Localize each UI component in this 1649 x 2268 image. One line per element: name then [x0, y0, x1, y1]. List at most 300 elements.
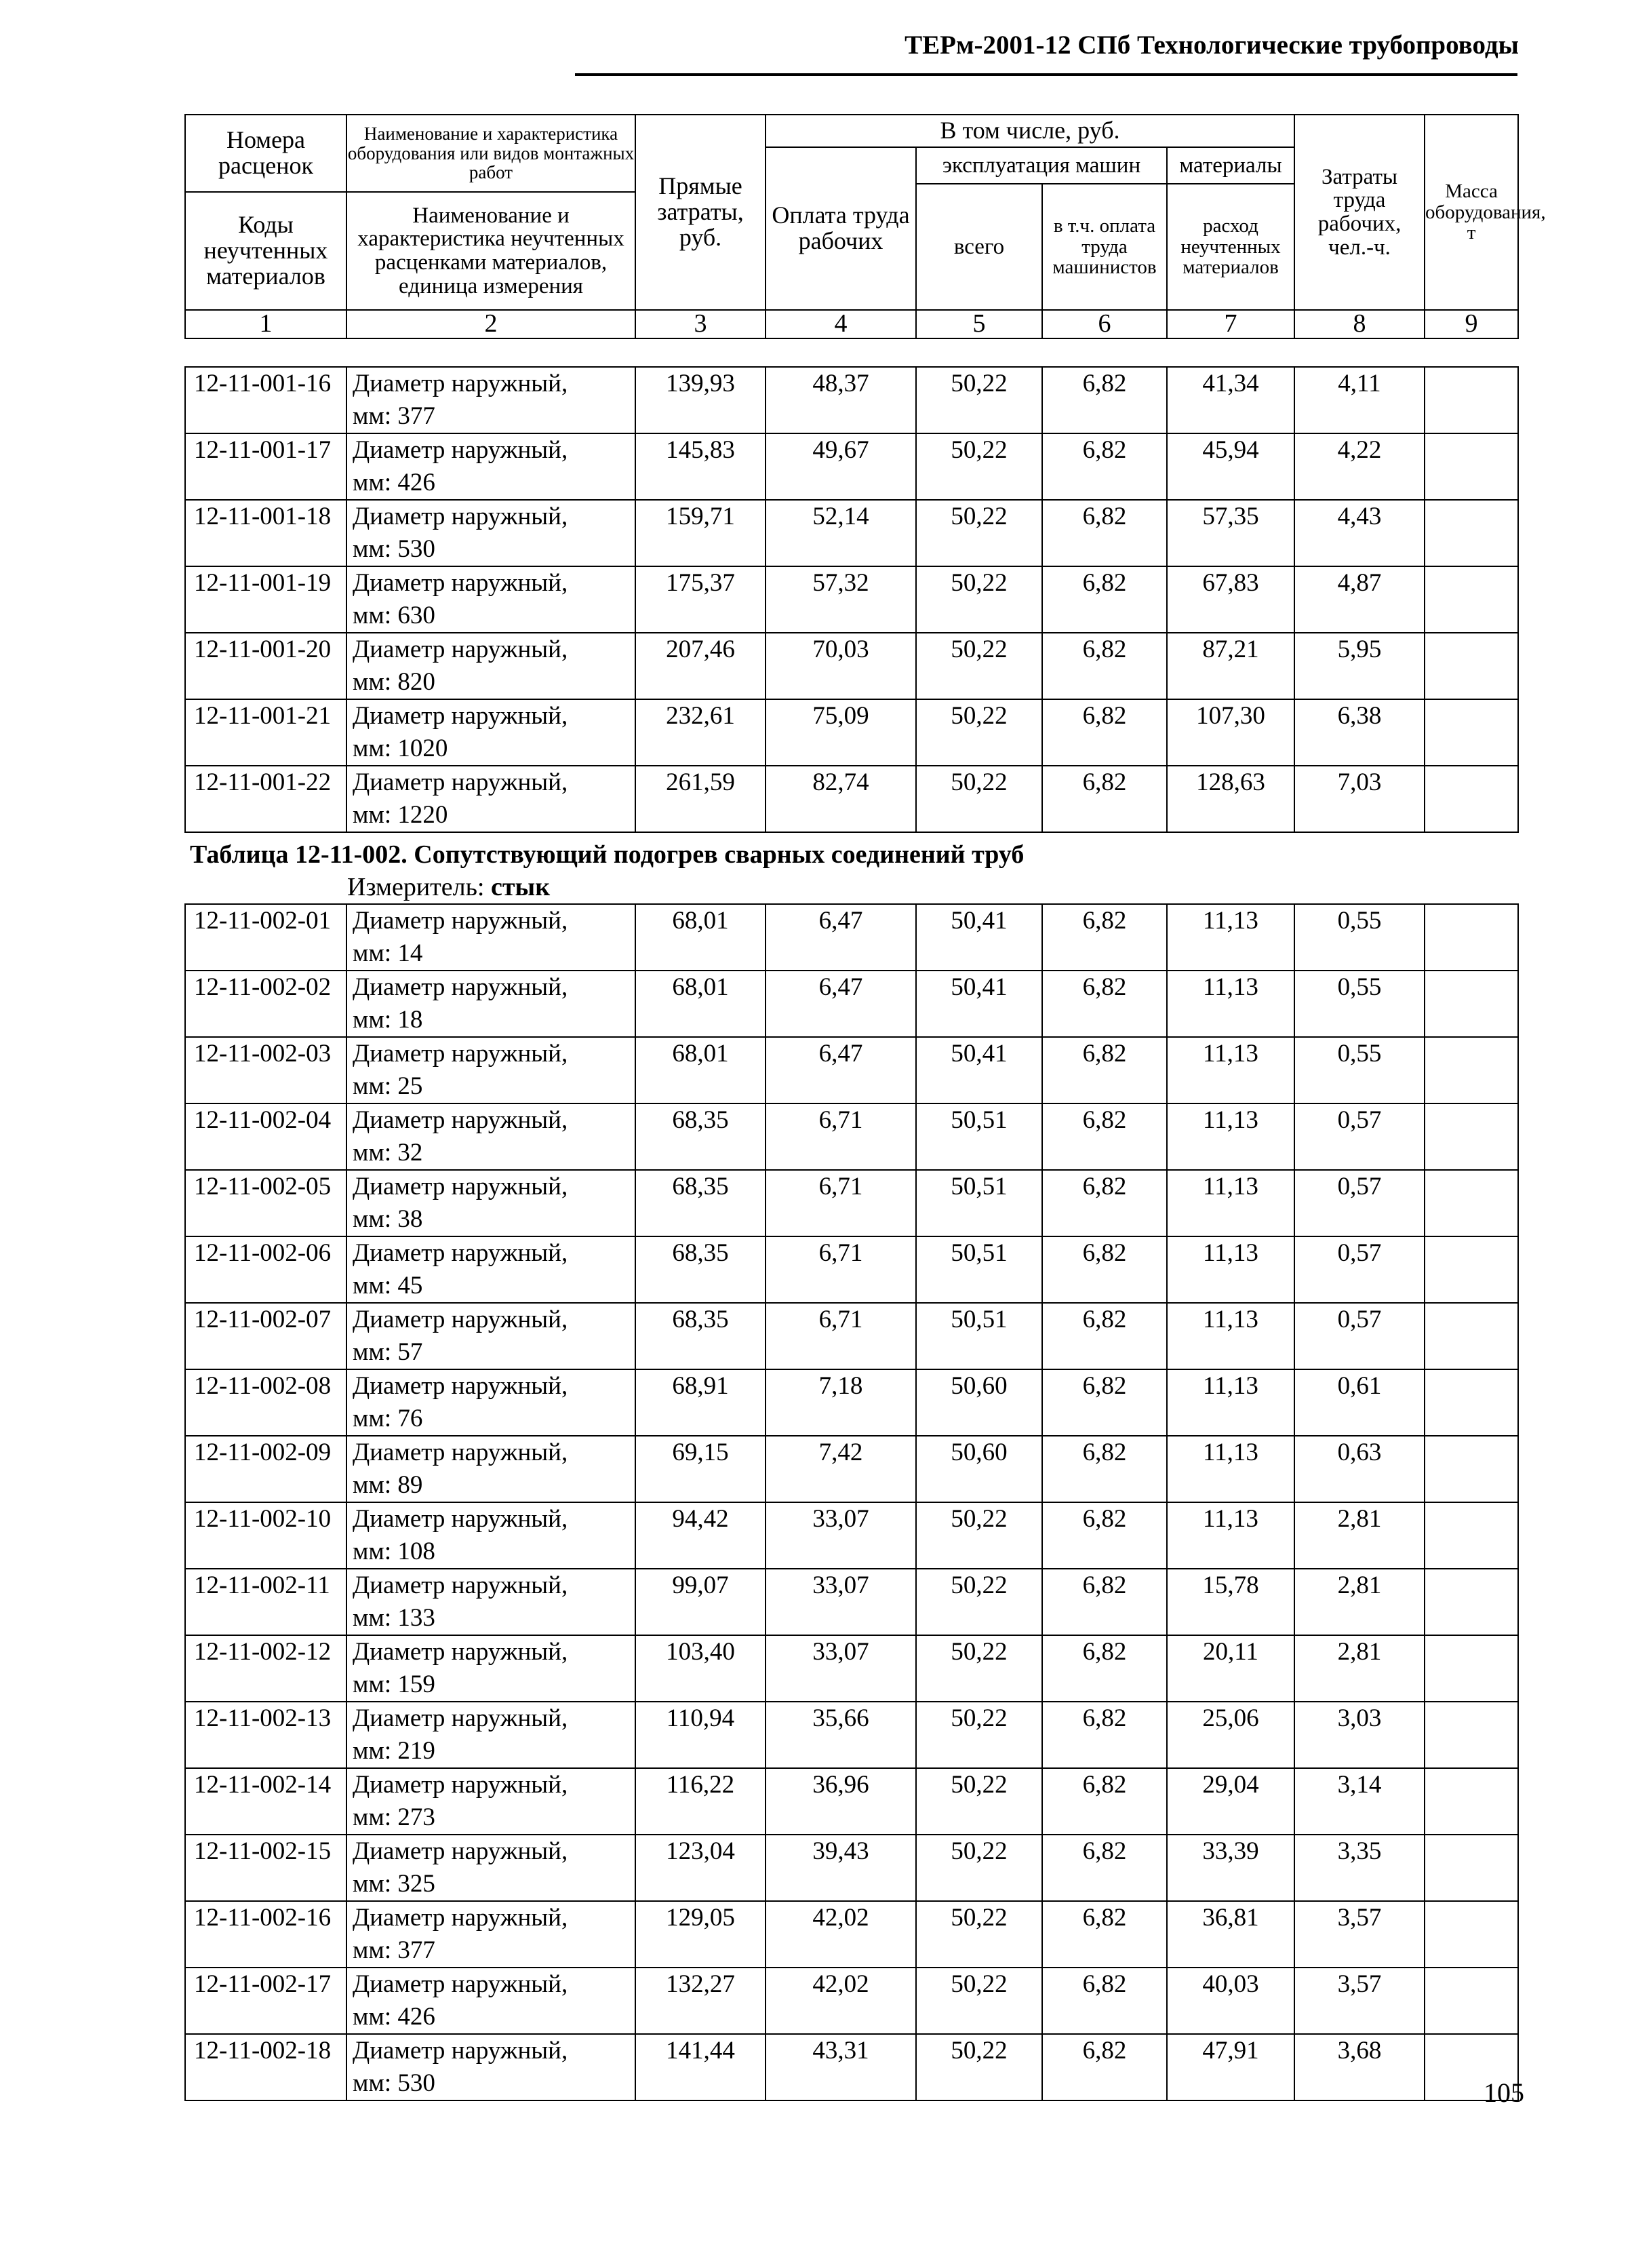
table-row [185, 633, 1518, 699]
rate-code-cell: 12-11-002-07 [185, 1303, 346, 1369]
rate-code-cell: 12-11-002-04 [185, 1103, 346, 1170]
operator-wages-cell: 6,82 [1042, 1236, 1167, 1303]
equipment-mass-cell [1425, 766, 1518, 832]
table-row [185, 433, 1518, 500]
equipment-mass-cell [1425, 1502, 1518, 1569]
operator-wages-cell: 6,82 [1042, 1436, 1167, 1502]
operator-wages-cell: 6,82 [1042, 1037, 1167, 1103]
work-name-line: Диаметр наружный, [353, 1439, 568, 1466]
operator-wages-cell: 6,82 [1042, 1768, 1167, 1835]
equipment-mass-cell [1425, 367, 1518, 433]
rate-code-cell: 12-11-002-12 [185, 1635, 346, 1702]
unaccounted-materials-cell: 41,34 [1167, 367, 1294, 433]
table-row [185, 566, 1518, 633]
worker-wages-cell: 52,14 [766, 500, 916, 566]
work-name-cell [346, 699, 635, 766]
operator-wages-cell: 6,82 [1042, 633, 1167, 699]
diameter-value: мм: 530 [353, 535, 435, 563]
unaccounted-materials-cell: 11,13 [1167, 1103, 1294, 1170]
machines-total-cell: 50,41 [916, 971, 1042, 1037]
equipment-mass-cell [1425, 1835, 1518, 1901]
rate-code-cell: 12-11-002-13 [185, 1702, 346, 1768]
operator-wages-cell: 6,82 [1042, 2034, 1167, 2100]
work-name-line: Диаметр наружный, [353, 1837, 568, 1865]
table-row [185, 1835, 1518, 1901]
labor-costs-cell: 3,57 [1294, 1968, 1425, 2034]
equipment-mass-cell [1425, 904, 1518, 971]
direct-costs-cell: 139,93 [635, 367, 766, 433]
labor-costs-cell: 6,38 [1294, 699, 1425, 766]
machines-total-cell: 50,41 [916, 1037, 1042, 1103]
header-col-number: 5 [916, 310, 1042, 338]
labor-costs-cell: 3,57 [1294, 1901, 1425, 1968]
diameter-value: мм: 1220 [353, 801, 448, 829]
rate-code-cell: 12-11-002-08 [185, 1369, 346, 1436]
labor-costs-cell: 0,57 [1294, 1236, 1425, 1303]
rate-code-cell: 12-11-001-16 [185, 367, 346, 433]
worker-wages-cell: 42,02 [766, 1901, 916, 1968]
operator-wages-cell: 6,82 [1042, 1502, 1167, 1569]
machines-total-cell: 50,22 [916, 1502, 1042, 1569]
direct-costs-cell: 232,61 [635, 699, 766, 766]
table-row [185, 1702, 1518, 1768]
labor-costs-cell: 4,11 [1294, 367, 1425, 433]
machines-total-cell: 50,22 [916, 1768, 1042, 1835]
work-name-line: Диаметр наружный, [353, 1704, 568, 1732]
header-operator-wages: в т.ч. оплата труда машинистов [1042, 184, 1167, 310]
worker-wages-cell: 35,66 [766, 1702, 916, 1768]
diameter-value: мм: 14 [353, 939, 423, 967]
diameter-value: мм: 426 [353, 469, 435, 496]
direct-costs-cell: 110,94 [635, 1702, 766, 1768]
work-name-cell [346, 367, 635, 433]
direct-costs-cell: 99,07 [635, 1569, 766, 1635]
equipment-mass-cell [1425, 1236, 1518, 1303]
unaccounted-materials-cell: 11,13 [1167, 971, 1294, 1037]
direct-costs-cell: 261,59 [635, 766, 766, 832]
work-name-cell [346, 633, 635, 699]
direct-costs-cell: 159,71 [635, 500, 766, 566]
labor-costs-cell: 0,57 [1294, 1103, 1425, 1170]
diameter-value: мм: 273 [353, 1803, 435, 1831]
worker-wages-cell: 39,43 [766, 1835, 916, 1901]
header-worker-wages: Оплата труда рабочих [766, 147, 916, 310]
worker-wages-cell: 6,71 [766, 1103, 916, 1170]
rate-code-cell: 12-11-002-05 [185, 1170, 346, 1236]
labor-costs-cell: 2,81 [1294, 1635, 1425, 1702]
header-col-number: 4 [766, 310, 916, 338]
rate-code-cell: 12-11-002-15 [185, 1835, 346, 1901]
header-equipment-mass: Масса оборудования, т [1425, 115, 1518, 310]
machines-total-cell: 50,22 [916, 1968, 1042, 2034]
machines-total-cell: 50,22 [916, 1569, 1042, 1635]
work-name-line: Диаметр наружный, [353, 702, 568, 730]
worker-wages-cell: 48,37 [766, 367, 916, 433]
unaccounted-materials-cell: 20,11 [1167, 1635, 1294, 1702]
work-name-cell [346, 1768, 635, 1835]
operator-wages-cell: 6,82 [1042, 433, 1167, 500]
table-row [185, 699, 1518, 766]
work-name-cell [346, 1569, 635, 1635]
machines-total-cell: 50,22 [916, 1702, 1042, 1768]
work-name-cell [346, 1835, 635, 1901]
operator-wages-cell: 6,82 [1042, 1569, 1167, 1635]
labor-costs-cell: 0,61 [1294, 1369, 1425, 1436]
work-name-line: Диаметр наружный, [353, 1106, 568, 1134]
rate-code-cell: 12-11-002-06 [185, 1236, 346, 1303]
operator-wages-cell: 6,82 [1042, 367, 1167, 433]
work-name-line: Диаметр наружный, [353, 768, 568, 796]
table-caption: Таблица 12-11-002. Сопутствующий подогрев сварных соединений труб [190, 840, 1025, 869]
diameter-value: мм: 530 [353, 2069, 435, 2097]
work-name-line: Диаметр наружный, [353, 1904, 568, 1932]
header-material-codes: Коды неучтенных материалов [185, 192, 346, 310]
unaccounted-materials-cell: 33,39 [1167, 1835, 1294, 1901]
work-name-line: Диаметр наружный, [353, 569, 568, 597]
machines-total-cell: 50,22 [916, 566, 1042, 633]
header-machine-operation: эксплуатация машин [916, 147, 1167, 184]
header-rate-numbers: Номера расценок [185, 115, 346, 192]
table-row [185, 1037, 1518, 1103]
equipment-mass-cell [1425, 699, 1518, 766]
header-col-number: 8 [1294, 310, 1425, 338]
work-name-cell [346, 1502, 635, 1569]
direct-costs-cell: 68,01 [635, 1037, 766, 1103]
worker-wages-cell: 6,71 [766, 1236, 916, 1303]
table-row [185, 1236, 1518, 1303]
work-name-cell [346, 1103, 635, 1170]
worker-wages-cell: 6,47 [766, 971, 916, 1037]
machines-total-cell: 50,51 [916, 1236, 1042, 1303]
diameter-value: мм: 1020 [353, 735, 448, 762]
machines-total-cell: 50,22 [916, 500, 1042, 566]
work-name-cell [346, 433, 635, 500]
header-unaccounted-materials: расход неучтенных материалов [1167, 184, 1294, 310]
machines-total-cell: 50,22 [916, 699, 1042, 766]
equipment-mass-cell [1425, 500, 1518, 566]
diameter-value: мм: 377 [353, 1936, 435, 1964]
running-header: ТЕРм-2001-12 СПб Технологические трубопроводы [905, 31, 1519, 60]
labor-costs-cell: 3,35 [1294, 1835, 1425, 1901]
operator-wages-cell: 6,82 [1042, 1103, 1167, 1170]
header-material-names: Наименование и характеристика неучтенных расценками материалов, единица измерения [346, 192, 635, 310]
unaccounted-materials-cell: 11,13 [1167, 1236, 1294, 1303]
machines-total-cell: 50,60 [916, 1436, 1042, 1502]
header-work-name: Наименование и характеристика оборудования или видов монтажных работ [346, 115, 635, 192]
diameter-value: мм: 25 [353, 1072, 423, 1100]
header-col-number: 9 [1425, 310, 1518, 338]
operator-wages-cell: 6,82 [1042, 766, 1167, 832]
equipment-mass-cell [1425, 566, 1518, 633]
work-name-line: Диаметр наружный, [353, 1970, 568, 1998]
header-col-number: 2 [346, 310, 635, 338]
work-name-line: Диаметр наружный, [353, 1040, 568, 1068]
work-name-cell [346, 1635, 635, 1702]
labor-costs-cell: 3,68 [1294, 2034, 1425, 2100]
worker-wages-cell: 6,71 [766, 1170, 916, 1236]
work-name-line: Диаметр наружный, [353, 1239, 568, 1267]
table-row [185, 1569, 1518, 1635]
direct-costs-cell: 68,91 [635, 1369, 766, 1436]
diameter-value: мм: 377 [353, 402, 435, 430]
direct-costs-cell: 68,01 [635, 971, 766, 1037]
unaccounted-materials-cell: 107,30 [1167, 699, 1294, 766]
diameter-value: мм: 32 [353, 1139, 423, 1167]
table-row [185, 971, 1518, 1037]
rate-code-cell: 12-11-002-11 [185, 1569, 346, 1635]
equipment-mass-cell [1425, 971, 1518, 1037]
labor-costs-cell: 2,81 [1294, 1502, 1425, 1569]
work-name-cell [346, 500, 635, 566]
machines-total-cell: 50,51 [916, 1170, 1042, 1236]
table-row [185, 2034, 1518, 2100]
labor-costs-cell: 3,14 [1294, 1768, 1425, 1835]
direct-costs-cell: 69,15 [635, 1436, 766, 1502]
machines-total-cell: 50,22 [916, 367, 1042, 433]
table-row [185, 1436, 1518, 1502]
machines-total-cell: 50,22 [916, 1835, 1042, 1901]
work-name-cell [346, 1303, 635, 1369]
machines-total-cell: 50,22 [916, 1635, 1042, 1702]
diameter-value: мм: 38 [353, 1205, 423, 1233]
work-name-line: Диаметр наружный, [353, 1306, 568, 1333]
table-row [185, 1369, 1518, 1436]
table-row [185, 766, 1518, 832]
unaccounted-materials-cell: 57,35 [1167, 500, 1294, 566]
diameter-value: мм: 76 [353, 1405, 423, 1432]
worker-wages-cell: 70,03 [766, 633, 916, 699]
diameter-value: мм: 325 [353, 1870, 435, 1898]
machines-total-cell: 50,22 [916, 633, 1042, 699]
equipment-mass-cell [1425, 433, 1518, 500]
rate-code-cell: 12-11-001-17 [185, 433, 346, 500]
unaccounted-materials-cell: 11,13 [1167, 1303, 1294, 1369]
operator-wages-cell: 6,82 [1042, 1635, 1167, 1702]
header-col-number: 1 [185, 310, 346, 338]
work-name-line: Диаметр наружный, [353, 436, 568, 464]
diameter-value: мм: 108 [353, 1538, 435, 1565]
direct-costs-cell: 145,83 [635, 433, 766, 500]
equipment-mass-cell [1425, 1702, 1518, 1768]
table-row [185, 1170, 1518, 1236]
table-row [185, 1968, 1518, 2034]
machines-total-cell: 50,41 [916, 904, 1042, 971]
diameter-value: мм: 18 [353, 1006, 423, 1034]
worker-wages-cell: 82,74 [766, 766, 916, 832]
table-row [185, 1635, 1518, 1702]
labor-costs-cell: 0,55 [1294, 904, 1425, 971]
unaccounted-materials-cell: 15,78 [1167, 1569, 1294, 1635]
worker-wages-cell: 33,07 [766, 1502, 916, 1569]
labor-costs-cell: 5,95 [1294, 633, 1425, 699]
equipment-mass-cell [1425, 1369, 1518, 1436]
work-name-cell [346, 971, 635, 1037]
work-name-cell [346, 1369, 635, 1436]
labor-costs-cell: 4,87 [1294, 566, 1425, 633]
direct-costs-cell: 141,44 [635, 2034, 766, 2100]
work-name-cell [346, 566, 635, 633]
labor-costs-cell: 7,03 [1294, 766, 1425, 832]
operator-wages-cell: 6,82 [1042, 971, 1167, 1037]
direct-costs-cell: 132,27 [635, 1968, 766, 2034]
header-col-number: 7 [1167, 310, 1294, 338]
header-group-including: В том числе, руб. [766, 115, 1294, 147]
operator-wages-cell: 6,82 [1042, 1901, 1167, 1968]
work-name-cell [346, 1968, 635, 2034]
diameter-value: мм: 219 [353, 1737, 435, 1765]
equipment-mass-cell [1425, 1901, 1518, 1968]
rate-code-cell: 12-11-002-14 [185, 1768, 346, 1835]
labor-costs-cell: 0,55 [1294, 971, 1425, 1037]
equipment-mass-cell [1425, 1968, 1518, 2034]
work-name-line: Диаметр наружный, [353, 2037, 568, 2065]
header-machines-total: всего [916, 184, 1042, 310]
direct-costs-cell: 175,37 [635, 566, 766, 633]
labor-costs-cell: 4,43 [1294, 500, 1425, 566]
work-name-line: Диаметр наружный, [353, 1571, 568, 1599]
unit-value: стык [491, 873, 551, 901]
unaccounted-materials-cell: 87,21 [1167, 633, 1294, 699]
rates-table-12-11-002 [184, 903, 1519, 2101]
machines-total-cell: 50,22 [916, 2034, 1042, 2100]
diameter-value: мм: 630 [353, 602, 435, 629]
worker-wages-cell: 42,02 [766, 1968, 916, 2034]
work-name-cell [346, 1236, 635, 1303]
work-name-line: Диаметр наружный, [353, 973, 568, 1001]
diameter-value: мм: 89 [353, 1471, 423, 1499]
equipment-mass-cell [1425, 1569, 1518, 1635]
rate-code-cell: 12-11-002-17 [185, 1968, 346, 2034]
equipment-mass-cell [1425, 1170, 1518, 1236]
work-name-cell [346, 904, 635, 971]
worker-wages-cell: 6,47 [766, 904, 916, 971]
rate-code-cell: 12-11-002-16 [185, 1901, 346, 1968]
labor-costs-cell: 0,63 [1294, 1436, 1425, 1502]
unaccounted-materials-cell: 36,81 [1167, 1901, 1294, 1968]
worker-wages-cell: 7,18 [766, 1369, 916, 1436]
header-col-number: 6 [1042, 310, 1167, 338]
unit-label-text: Измеритель: [347, 873, 485, 901]
operator-wages-cell: 6,82 [1042, 1170, 1167, 1236]
operator-wages-cell: 6,82 [1042, 1303, 1167, 1369]
machines-total-cell: 50,60 [916, 1369, 1042, 1436]
diameter-value: мм: 133 [353, 1604, 435, 1632]
work-name-line: Диаметр наружный, [353, 1372, 568, 1400]
equipment-mass-cell [1425, 1635, 1518, 1702]
direct-costs-cell: 68,01 [635, 904, 766, 971]
rate-code-cell: 12-11-001-22 [185, 766, 346, 832]
machines-total-cell: 50,51 [916, 1303, 1042, 1369]
unaccounted-materials-cell: 45,94 [1167, 433, 1294, 500]
work-name-cell [346, 2034, 635, 2100]
diameter-value: мм: 426 [353, 2003, 435, 2031]
work-name-line: Диаметр наружный, [353, 1638, 568, 1666]
diameter-value: мм: 820 [353, 668, 435, 696]
rate-code-cell: 12-11-002-03 [185, 1037, 346, 1103]
rates-table-12-11-001 [184, 366, 1519, 833]
equipment-mass-cell [1425, 1436, 1518, 1502]
operator-wages-cell: 6,82 [1042, 1702, 1167, 1768]
direct-costs-cell: 116,22 [635, 1768, 766, 1835]
work-name-line: Диаметр наружный, [353, 503, 568, 530]
table-row [185, 1502, 1518, 1569]
header-col-number: 3 [635, 310, 766, 338]
table-row [185, 367, 1518, 433]
rate-code-cell: 12-11-002-10 [185, 1502, 346, 1569]
labor-costs-cell: 0,57 [1294, 1170, 1425, 1236]
table-row [185, 904, 1518, 971]
header-labor-costs: Затраты труда рабочих, чел.-ч. [1294, 115, 1425, 310]
worker-wages-cell: 57,32 [766, 566, 916, 633]
operator-wages-cell: 6,82 [1042, 566, 1167, 633]
worker-wages-cell: 33,07 [766, 1569, 916, 1635]
rate-code-cell: 12-11-001-21 [185, 699, 346, 766]
table-row [185, 1768, 1518, 1835]
unaccounted-materials-cell: 40,03 [1167, 1968, 1294, 2034]
labor-costs-cell: 0,55 [1294, 1037, 1425, 1103]
labor-costs-cell: 4,22 [1294, 433, 1425, 500]
unaccounted-materials-cell: 25,06 [1167, 1702, 1294, 1768]
table-row [185, 1303, 1518, 1369]
operator-wages-cell: 6,82 [1042, 1835, 1167, 1901]
header-direct-costs: Прямые затраты, руб. [635, 115, 766, 310]
unaccounted-materials-cell: 11,13 [1167, 1502, 1294, 1569]
machines-total-cell: 50,51 [916, 1103, 1042, 1170]
unaccounted-materials-cell: 11,13 [1167, 1369, 1294, 1436]
rate-code-cell: 12-11-001-19 [185, 566, 346, 633]
direct-costs-cell: 129,05 [635, 1901, 766, 1968]
direct-costs-cell: 68,35 [635, 1103, 766, 1170]
rate-code-cell: 12-11-002-02 [185, 971, 346, 1037]
work-name-cell [346, 1037, 635, 1103]
work-name-line: Диаметр наружный, [353, 907, 568, 935]
work-name-cell [346, 766, 635, 832]
unaccounted-materials-cell: 29,04 [1167, 1768, 1294, 1835]
work-name-line: Диаметр наружный, [353, 370, 568, 397]
direct-costs-cell: 207,46 [635, 633, 766, 699]
direct-costs-cell: 123,04 [635, 1835, 766, 1901]
rate-code-cell: 12-11-001-20 [185, 633, 346, 699]
work-name-cell [346, 1901, 635, 1968]
worker-wages-cell: 6,47 [766, 1037, 916, 1103]
direct-costs-cell: 68,35 [635, 1170, 766, 1236]
machines-total-cell: 50,22 [916, 766, 1042, 832]
unaccounted-materials-cell: 67,83 [1167, 566, 1294, 633]
rate-code-cell: 12-11-002-09 [185, 1436, 346, 1502]
header-rule [575, 73, 1517, 76]
diameter-value: мм: 45 [353, 1272, 423, 1299]
work-name-line: Диаметр наружный, [353, 1771, 568, 1799]
work-name-cell [346, 1170, 635, 1236]
unit-label [347, 872, 550, 902]
unaccounted-materials-cell: 128,63 [1167, 766, 1294, 832]
equipment-mass-cell [1425, 633, 1518, 699]
work-name-cell [346, 1436, 635, 1502]
rate-code-cell: 12-11-002-18 [185, 2034, 346, 2100]
work-name-cell [346, 1702, 635, 1768]
worker-wages-cell: 75,09 [766, 699, 916, 766]
direct-costs-cell: 68,35 [635, 1303, 766, 1369]
unaccounted-materials-cell: 11,13 [1167, 904, 1294, 971]
machines-total-cell: 50,22 [916, 433, 1042, 500]
unaccounted-materials-cell: 47,91 [1167, 2034, 1294, 2100]
equipment-mass-cell [1425, 1037, 1518, 1103]
table-row [185, 1103, 1518, 1170]
unaccounted-materials-cell: 11,13 [1167, 1436, 1294, 1502]
table-row [185, 1901, 1518, 1968]
header-materials: материалы [1167, 147, 1294, 184]
operator-wages-cell: 6,82 [1042, 904, 1167, 971]
